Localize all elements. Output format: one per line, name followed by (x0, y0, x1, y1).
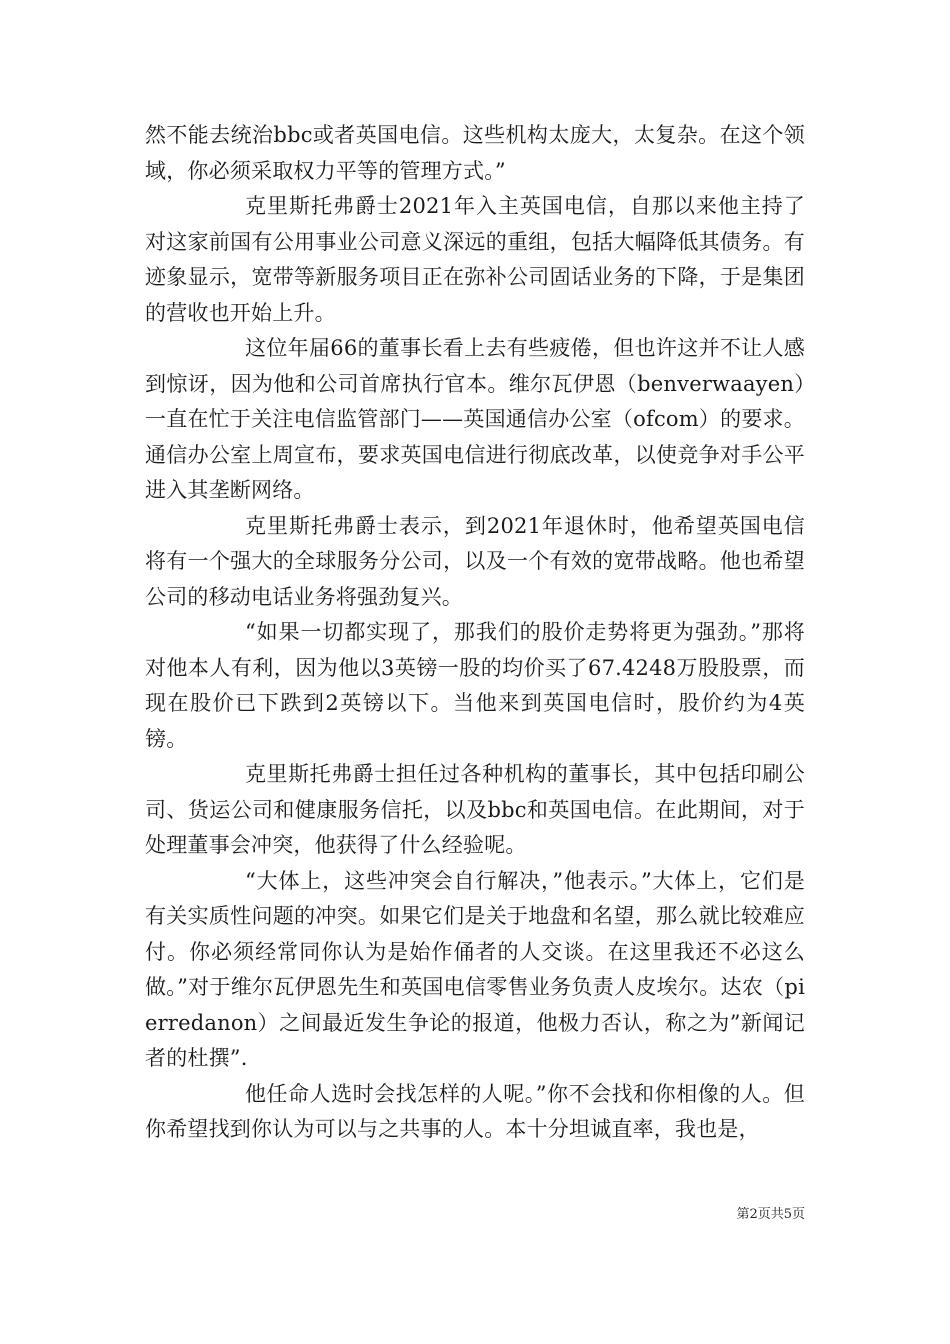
document-body (145, 118, 805, 1148)
paragraph-4: 克里斯托弗爵士表示，到2021年退休时，他希望英国电信将有一个强大的全球服务分公司，以及一个有效的宽带战略。他也希望公司的移动电话业务将强劲复兴。 (145, 513, 805, 609)
paragraph-7: “大体上，这些冲突会自行解决，”他表示。”大体上，它们是有关实质性问题的冲突。如果它们是关于地盘和名望，那么就比较难应付。你必须经常同你认为是始作俑者的人交谈。在这里我还不必这么做。”对于维尔瓦伊恩先生和英国电信零售业务负责人皮埃尔。达农（pierredanon）之间最近发生争论的报道，他极力否认，称之为”新闻记者的杜撰”. (145, 868, 805, 1070)
page-number-footer: 第2页共5页 (736, 1207, 805, 1222)
paragraph-1: 然不能去统治bbc或者英国电信。这些机构太庞大，太复杂。在这个领域，你必须采取权力平等的管理方式。” (145, 123, 805, 183)
paragraph-8: 他任命人选时会找怎样的人呢。”你不会找和你相像的人。但你希望找到你认为可以与之共事的人。本十分坦诚直率，我也是， (145, 1081, 805, 1141)
paragraph-6: 克里斯托弗爵士担任过各种机构的董事长，其中包括印刷公司、货运公司和健康服务信托，以及bbc和英国电信。在此期间，对于处理董事会冲突，他获得了什么经验呢。 (145, 762, 805, 857)
paragraph-2: 克里斯托弗爵士2021年入主英国电信，自那以来他主持了对这家前国有公用事业公司意义深远的重组，包括大幅降低其债务。有迹象显示，宽带等新服务项目正在弥补公司固话业务的下降，于是集团的营收也开始上升。 (145, 194, 805, 325)
paragraph-3: 这位年届66的董事长看上去有些疲倦，但也许这并不让人感到惊讶，因为他和公司首席执行官本。维尔瓦伊恩（benverwaayen）一直在忙于关注电信监管部门——英国通信办公室（ofcom）的要求。通信办公室上周宣布，要求英国电信进行彻底改革，以使竞争对手公平进入其垄断网络。 (145, 336, 805, 502)
paragraph-5: “如果一切都实现了，那我们的股价走势将更为强劲。”那将对他本人有利，因为他以3英镑一股的均价买了67.4248万股股票，而现在股价已下跌到2英镑以下。当他来到英国电信时，股价约为4英镑。 (145, 620, 805, 751)
